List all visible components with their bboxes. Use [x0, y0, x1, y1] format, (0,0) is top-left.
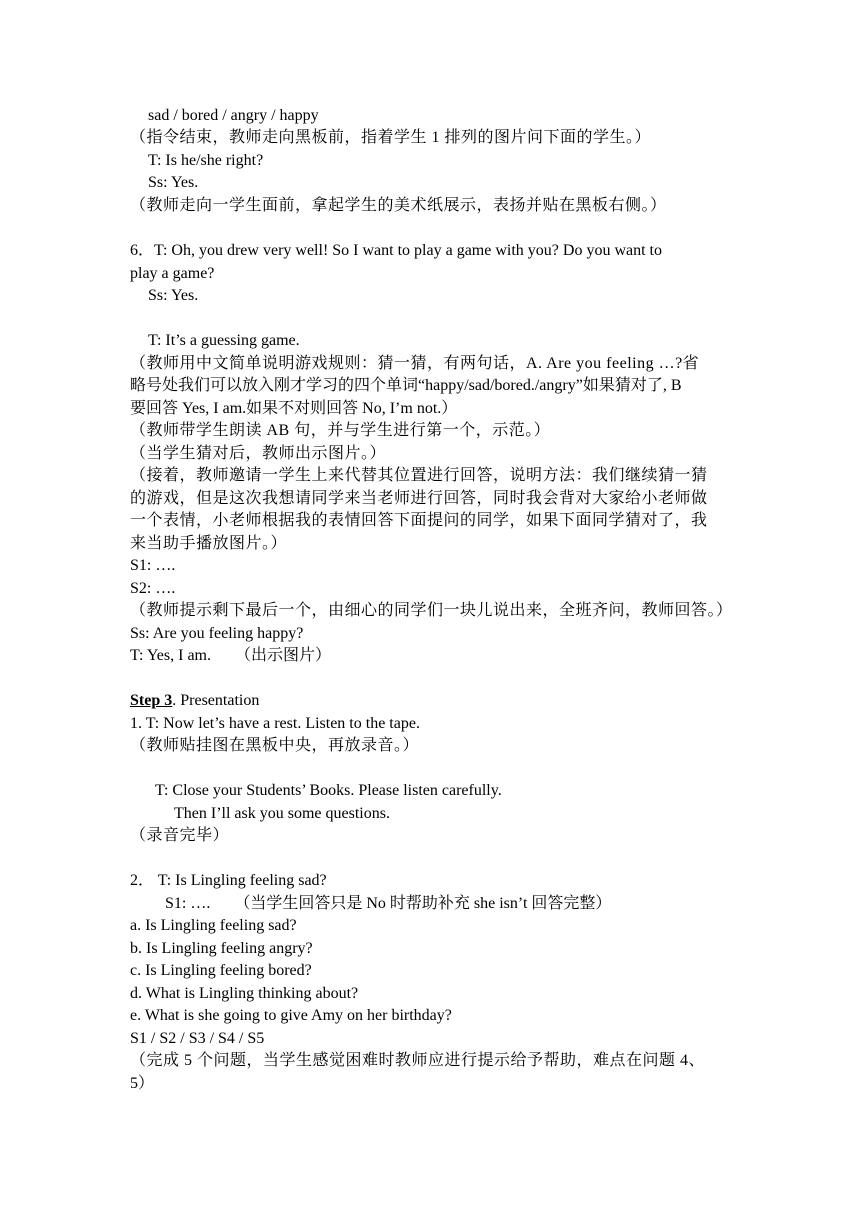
text-line: T: Is he/she right?	[148, 152, 264, 169]
text-line: （完成 5 个问题，当学生感觉困难时教师应进行提示给予帮助，难点在问题 4、	[130, 1052, 706, 1069]
text-line: （指令结束，教师走向黑板前，指着学生 1 排列的图片问下面的学生。）	[130, 129, 652, 146]
text-line: Ss: Yes.	[148, 287, 199, 304]
text-line: S1: ….	[130, 557, 176, 574]
text-line: 略号处我们可以放入刚才学习的四个单词“happy/sad/bored./angry”如果猜对了, B	[130, 377, 682, 394]
list-item: e. What is she going to give Amy on her birthday?	[130, 1007, 452, 1024]
text-line: （教师提示剩下最后一个，由细心的同学们一块儿说出来，全班齐问，教师回答。）	[130, 602, 733, 619]
text-line: （教师用中文简单说明游戏规则：猜一猜，有两句话，A. Are you feeling …?省	[130, 355, 700, 372]
text-line: Then I’ll ask you some questions.	[174, 805, 390, 822]
text-line: 的游戏，但是这次我想请同学来当老师进行回答，同时我会背对大家给小老师做	[130, 490, 708, 507]
text-line: Ss: Are you feeling happy?	[130, 625, 304, 642]
text-line: 2． T: Is Lingling feeling sad?	[130, 872, 327, 889]
step-heading	[130, 690, 259, 712]
list-item: c. Is Lingling feeling bored?	[130, 962, 312, 979]
text-line: T: Close your Students’ Books. Please listen carefully.	[155, 782, 502, 799]
text-line: S1 / S2 / S3 / S4 / S5	[130, 1030, 265, 1047]
step-title: . Presentation	[172, 692, 260, 709]
text-line: （教师贴挂图在黑板中央，再放录音。）	[130, 737, 420, 754]
text-line: 5）	[130, 1075, 155, 1092]
text-line: （教师走向一学生面前，拿起学生的美术纸展示，表扬并贴在黑板右侧。）	[130, 197, 667, 214]
list-item: b. Is Lingling feeling angry?	[130, 940, 313, 957]
step-label: Step 3	[130, 692, 173, 709]
text-line: 要回答 Yes, I am.如果不对则回答 No, I’m not.）	[130, 400, 458, 417]
text-line: Ss: Yes.	[148, 174, 199, 191]
text-line: （当学生猜对后，教师出示图片。）	[130, 445, 387, 462]
text-line: 来当助手播放图片。）	[130, 535, 288, 552]
text-line: T: It’s a guessing game.	[148, 332, 300, 349]
text-line: 1. T: Now let’s have a rest. Listen to the tape.	[130, 715, 420, 732]
text-line: play a game?	[130, 265, 215, 282]
text-line: sad / bored / angry / happy	[148, 107, 319, 124]
text-line: 一个表情，小老师根据我的表情回答下面提问的同学，如果下面同学猜对了，我	[130, 512, 708, 529]
text-line: （教师带学生朗读 AB 句，并与学生进行第一个，示范。）	[130, 422, 551, 439]
list-item: d. What is Lingling thinking about?	[130, 985, 359, 1002]
list-item: a. Is Lingling feeling sad?	[130, 917, 297, 934]
text-line: S1: …. （当学生回答只是 No 时帮助补充 she isn’t 回答完整）	[165, 895, 612, 912]
text-line: T: Yes, I am. （出示图片）	[130, 647, 331, 664]
text-line: 6．T: Oh, you drew very well! So I want to play a game with you? Do you want to	[130, 242, 662, 259]
text-line: S2: ….	[130, 580, 176, 597]
text-line: （录音完毕）	[130, 827, 230, 844]
text-line: （接着，教师邀请一学生上来代替其位置进行回答，说明方法：我们继续猜一猜	[130, 467, 708, 484]
